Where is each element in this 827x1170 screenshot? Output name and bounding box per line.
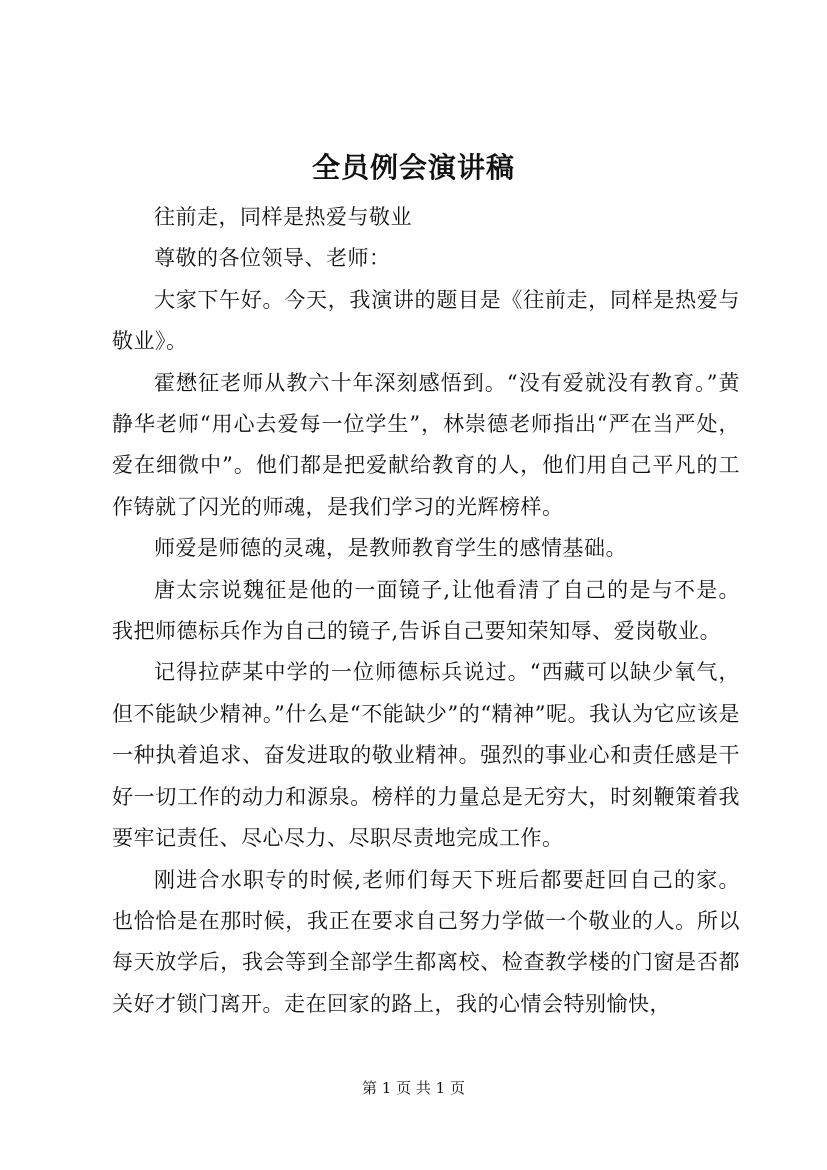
paragraph-subtitle: 往前走，同样是热爱与敬业 <box>154 205 412 229</box>
document-title: 全员例会演讲稿 <box>311 151 515 184</box>
paragraph: 大家下午好。今天，我演讲的题目是《往前走，同样是热爱与敬业》。 <box>112 287 740 354</box>
document-body <box>112 197 740 1025</box>
paragraph-salutation: 尊敬的各位领导、老师： <box>154 246 391 271</box>
page-number-footer: 第 1 页 共 1 页 <box>362 1079 465 1097</box>
paragraph: 刚进合水职专的时候,老师们每天下班后都要赶回自己的家。也恰恰是在那时候，我正在要求自己努力学做一个敬业的人。所以每天放学后，我会等到全部学生都离校、检查教学楼的门窗是否都关好才锁门离开。走在回家的路上，我的心情会特别愉快， <box>112 867 740 1016</box>
paragraph: 记得拉萨某中学的一位师德标兵说过。“西藏可以缺少氧气，但不能缺少精神。”什么是“不能缺少”的“精神”呢。我认为它应该是一种执着追求、奋发进取的敬业精神。强烈的事业心和责任感是干好一切工作的动力和源泉。榜样的力量总是无穷大，时刻鞭策着我要牢记责任、尽心尽力、尽职尽责地完成工作。 <box>112 660 740 851</box>
paragraph: 师爱是师德的灵魂，是教师教育学生的感情基础。 <box>154 536 627 561</box>
paragraph: 霍懋征老师从教六十年深刻感悟到。“没有爱就没有教育。”黄静华老师“用心去爱每一位学生”，林崇德老师指出“严在当严处，爱在细微中”。他们都是把爱献给教育的人，他们用自己平凡的工作铸就了闪光的师魂，是我们学习的光辉榜样。 <box>112 370 740 519</box>
paragraph: 唐太宗说魏征是他的一面镜子,让他看清了自己的是与不是。我把师德标兵作为自己的镜子,告诉自己要知荣知辱、爱岗敬业。 <box>112 577 740 644</box>
